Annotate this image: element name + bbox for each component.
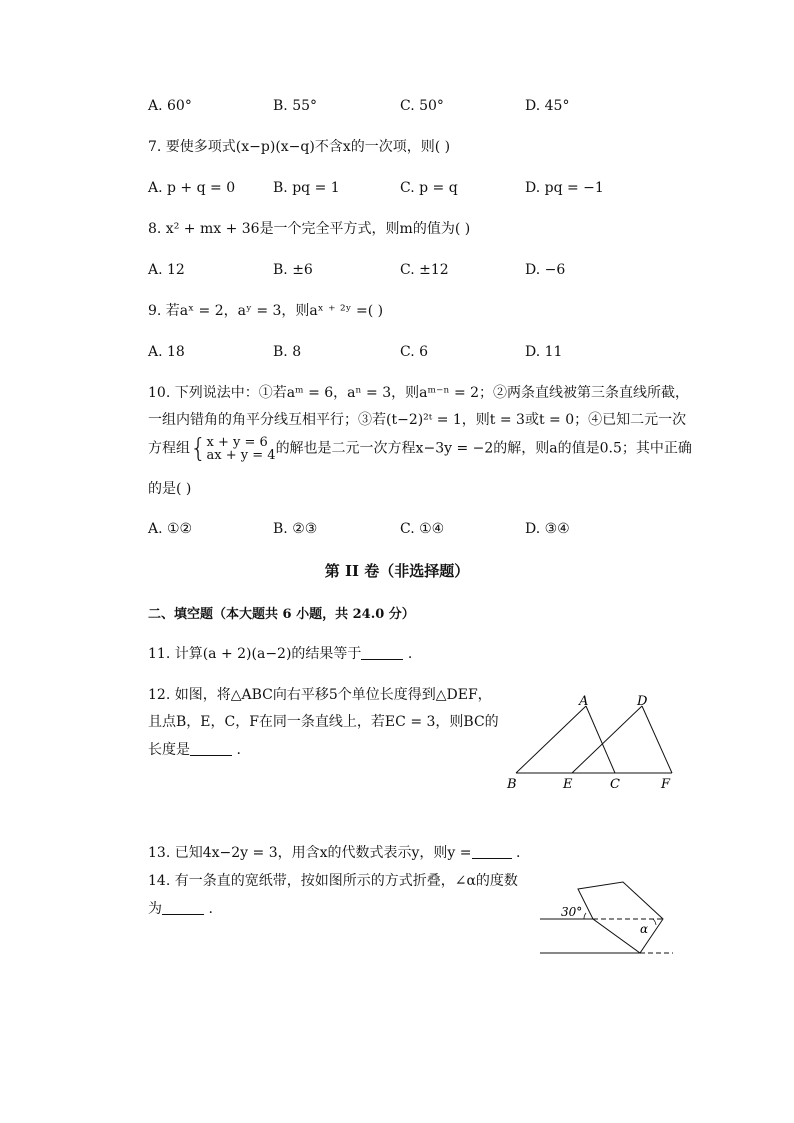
q14-line2 [148, 899, 213, 919]
q9-stem: 9. 若aˣ = 2，aʸ = 3，则aˣ ⁺ ²ʸ =( ) [148, 303, 384, 319]
q13-text: 13. 已知4x−2y = 3，用含x的代数式表示y，则y = [148, 845, 472, 861]
q7-stem: 7. 要使多项式(x−p)(x−q)不含x的一次项，则( ) [148, 139, 451, 155]
q12-line3 [148, 740, 241, 760]
q10-equation-1: x + y = 6 [206, 435, 268, 450]
q12-line2: 且点B，E，C，F在同一条直线上，若EC = 3，则BC的 [148, 714, 499, 730]
side-df [642, 706, 672, 773]
side-ac [586, 706, 615, 773]
q10-line3-post: 的解也是二元一次方程x−3y = −2的解，则a的值是0.5；其中正确 [275, 440, 692, 457]
answer-blank [162, 900, 204, 915]
q8-option-a: A. 12 [148, 262, 185, 278]
q10-option-d: D. ③④ [525, 521, 570, 537]
q10-option-c: C. ①④ [400, 521, 445, 537]
label-e: E [563, 777, 573, 792]
q6-option-b: B. 55° [273, 98, 318, 114]
brace-icon: { [190, 433, 207, 464]
answer-blank [472, 844, 512, 859]
q11 [148, 644, 412, 664]
q6-option-a: A. 60° [148, 98, 192, 114]
q10-option-a: A. ①② [148, 521, 193, 537]
q12-line3-text: 长度是 [148, 742, 190, 758]
q12-tail: . [232, 742, 241, 758]
q6-option-d: D. 45° [525, 98, 570, 114]
angle-arc-30 [584, 913, 586, 919]
angle-arc-alpha [653, 919, 656, 925]
q9-option-c: C. 6 [400, 344, 429, 360]
q10-line3-pre: 方程组 [148, 440, 190, 457]
q10-line2: 一组内错角的角平分线互相平行；③若(t−2)²ᵗ = 1，则t = 3或t = 0；④已知二元一次 [148, 412, 687, 428]
answer-blank [190, 741, 232, 756]
q14-folded-strip-figure [535, 876, 675, 960]
answer-blank [361, 645, 403, 660]
label-f: F [661, 777, 671, 792]
q9-option-a: A. 18 [148, 344, 185, 360]
q11-tail: . [403, 646, 413, 662]
label-a: A [579, 694, 589, 709]
q14-line2-text: 为 [148, 901, 162, 917]
label-b: B [507, 777, 517, 792]
q10-equation-system [207, 436, 276, 462]
q13-tail: . [511, 845, 521, 861]
q7-option-c: C. p = q [400, 180, 458, 196]
q14-tail: . [204, 901, 213, 917]
side-ed [572, 706, 642, 773]
label-d: D [637, 694, 648, 709]
q14-line1: 14. 有一条直的宽纸带，按如图所示的方式折叠，∠α的度数 [148, 873, 518, 889]
part2-title: 第 II 卷（非选择题） [324, 562, 470, 580]
q7-option-a: A. p + q = 0 [148, 180, 236, 196]
q10-option-b: B. ②③ [273, 521, 318, 537]
side-ba [516, 706, 586, 773]
q9-option-d: D. 11 [525, 344, 563, 360]
q8-option-c: C. ±12 [400, 262, 449, 278]
q9-option-b: B. 8 [273, 344, 302, 360]
q10-line4: 的是( ) [148, 481, 192, 497]
angle-label-30: 30° [561, 905, 583, 919]
q12-triangle-figure [500, 690, 690, 795]
q8-option-d: D. −6 [525, 262, 566, 278]
q7-option-d: D. pq = −1 [525, 180, 604, 196]
q12-line1: 12. 如图，将△ABC向右平移5个单位长度得到△DEF， [148, 687, 492, 703]
q13 [148, 843, 520, 863]
q8-stem: 8. x² + mx + 36是一个完全平方式，则m的值为( ) [148, 221, 471, 237]
folded-part [578, 882, 663, 953]
q10-line3 [148, 433, 692, 464]
section2-title: 二、填空题（本大题共 6 小题，共 24.0 分） [148, 607, 415, 622]
q10-line1: 10. 下列说法中：①若aᵐ = 6，aⁿ = 3，则aᵐ⁻ⁿ = 2；②两条直线被第三条直线所截， [148, 385, 690, 401]
q8-option-b: B. ±6 [273, 262, 313, 278]
q10-equation-2: ax + y = 4 [206, 448, 276, 463]
q6-option-c: C. 50° [400, 98, 444, 114]
q7-option-b: B. pq = 1 [273, 180, 340, 196]
angle-label-alpha: α [640, 922, 649, 936]
label-c: C [610, 777, 620, 792]
q11-text: 11. 计算(a + 2)(a−2)的结果等于 [148, 646, 362, 662]
